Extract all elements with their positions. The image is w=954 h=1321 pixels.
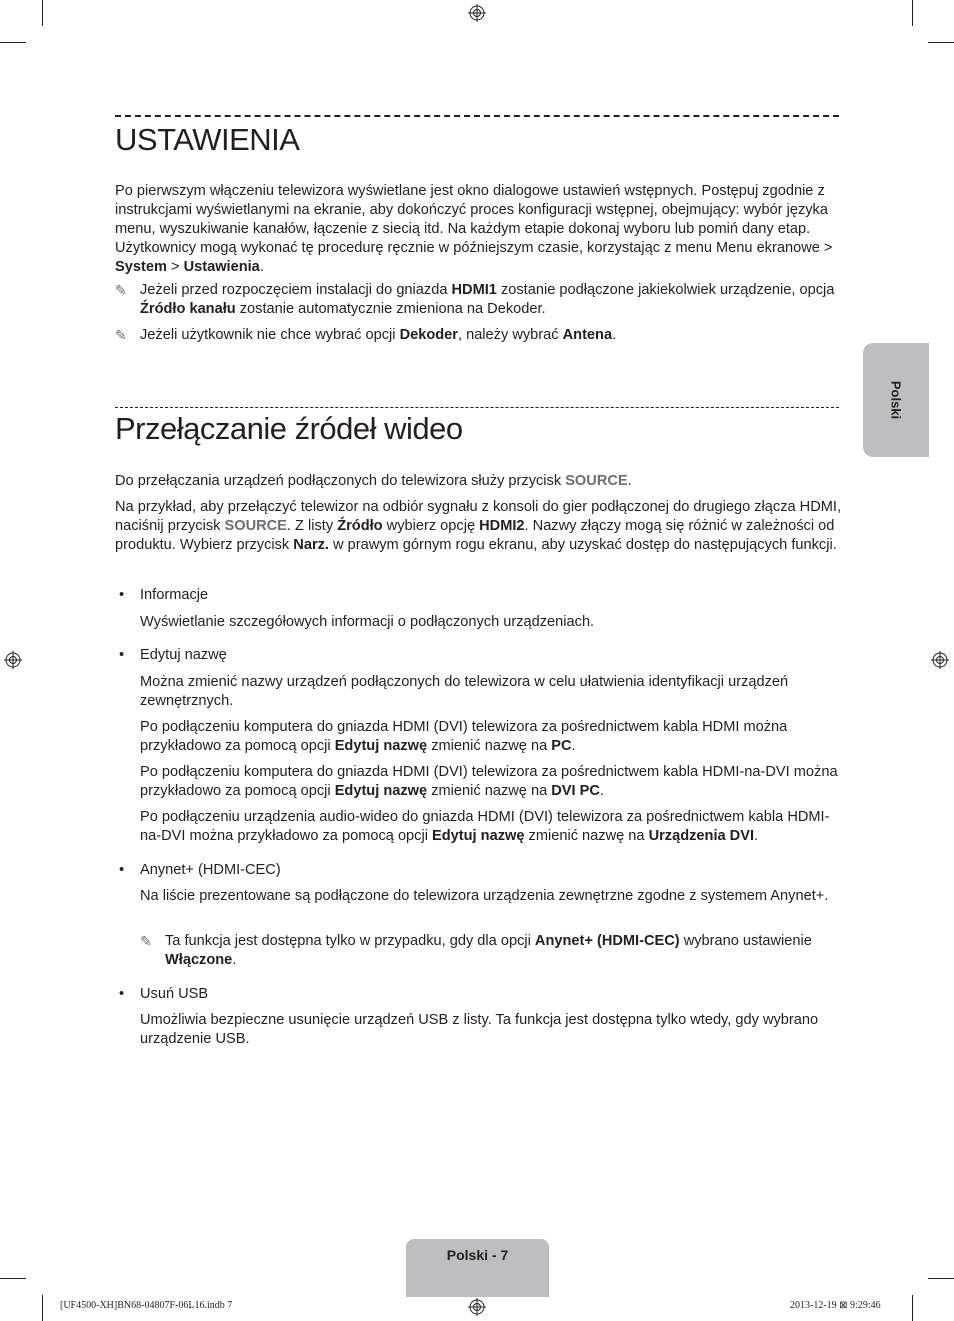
bullet-informacje: • Informacje [119,587,209,603]
bullet-edytuj-nazwe: • Edytuj nazwę [119,647,227,663]
note-dekoder: ✎ Jeżeli użytkownik nie chce wybrać opcji Dekoder, należy wybrać Antena. [115,327,617,343]
bullet-usun-usb: • Usuń USB [119,986,209,1002]
anynet-note: ✎ Ta funkcja jest dostępna tylko w przypadku, gdy dla opcji Anynet+ (HDMI-CEC) wybrano ustawienie Włączone. [140,933,812,968]
rename-text-2: Po podłączeniu komputera do gniazda HDMI (DVI) telewizora za pośrednictwem kabla HDMI można przykładowo za pomocą opcji Edytuj nazwę zmienić nazwę na PC. [140,719,788,754]
bullet-informacje-text: Wyświetlanie szczegółowych informacji o podłączonych urządzeniach. [140,614,595,630]
crop-mark [0,42,26,43]
section-title-ustawienia: USTAWIENIA [115,122,300,157]
page-number-label: Polski - 7 [446,1247,509,1263]
source-key-label: SOURCE [224,518,287,534]
rename-text-4: Po podłączeniu urządzenia audio-wideo do gniazda HDMI (DVI) telewizora za pośrednictwem kabla HDMI-na-DVI można przykładowo za pomocą opcji Edytuj nazwę zmienić nazwę na Urządzenia DVI. [140,809,830,844]
crop-mark [0,1278,26,1279]
registration-mark-icon [468,4,486,22]
pencil-note-icon: ✎ [115,327,127,343]
source-key-label: SOURCE [565,473,628,489]
anynet-text: Na liście prezentowane są podłączone do telewizora urządzenia zewnętrzne zgodne z systemem Anynet+. [140,888,829,904]
registration-mark-icon [931,651,949,669]
rename-text-1: Można zmienić nazwy urządzeń podłączonych do telewizora w celu ułatwienia identyfikacji urządzeń zewnętrznych. [140,674,789,709]
crop-mark [42,0,43,26]
pencil-note-icon: ✎ [115,282,127,298]
pencil-note-icon: ✎ [140,933,152,949]
bullet-anynet: • Anynet+ (HDMI-CEC) [119,862,281,878]
rename-text-3: Po podłączeniu komputera do gniazda HDMI (DVI) telewizora za pośrednictwem kabla HDMI-na-DVI można przykładowo za pomocą opcji Edytuj nazwę zmienić nazwę na DVI PC. [140,764,838,799]
crop-mark [928,1278,954,1279]
language-side-tab [863,343,929,457]
print-imprint-timestamp: 2013-12-19 ⊠ 9:29:46 [790,1300,881,1311]
crop-mark [912,0,913,26]
section-title-source-switching: Przełączanie źródeł wideo [115,411,463,446]
page-number-tab [406,1239,549,1297]
source-paragraph: Do przełączania urządzeń podłączonych do telewizora służy przycisk SOURCE. [115,473,632,489]
usb-text: Umożliwia bezpieczne usunięcie urządzeń USB z listy. Ta funkcja jest dostępna tylko wtedy, gdy wybrano urządzenie USB. [140,1012,819,1047]
registration-mark-icon [468,1298,486,1316]
print-imprint-file: [UF4500-XH]BN68-04807F-06L16.indb 7 [60,1300,233,1311]
language-side-tab-label: Polski [888,380,904,420]
section-divider [115,407,839,408]
crop-mark [928,42,954,43]
crop-mark [912,1295,913,1321]
bullet-dot-icon: • [119,862,125,878]
crop-mark [42,1295,43,1321]
example-paragraph: Na przykład, aby przełączyć telewizor na odbiór sygnału z konsoli do gier podłączonej do drugiego złącza HDMI, naciśnij przycisk SOURCE. Z listy Źródło wybierz opcję HDMI2. Nazwy złączy mogą się różnić w zależności od produktu. Wybierz przycisk Narz. w prawym górnym rogu ekranu, aby uzyskać dostęp do następujących funkcji. [115,499,842,553]
bullet-dot-icon: • [119,647,125,663]
setup-intro-paragraph: Po pierwszym włączeniu telewizora wyświetlane jest okno dialogowe ustawień wstępnych. Postępuj zgodnie z instrukcjami wyświetlanymi na ekranie, aby dokończyć proces konfiguracji wstępnej, obejmujący: wybór języka menu, wyszukiwanie kanałów, łączenie z siecią itd. Na każdym etapie dokonaj wyboru lub pomiń dany etap. Użytkownicy mogą wykonać tę procedurę ręcznie w późniejszym czasie, korzystając z menu Menu ekranowe > System > Ustawienia. [115,183,833,275]
note-hdmi1: ✎ Jeżeli przed rozpoczęciem instalacji do gniazda HDMI1 zostanie podłączone jakiekolwiek urządzenie, opcja Źródło kanału zostanie automatycznie zmieniona na Dekoder. [115,282,835,317]
registration-mark-icon [4,651,22,669]
menu-path-system: System [115,259,167,275]
bullet-dot-icon: • [119,587,125,603]
menu-path-ustawienia: Ustawienia [183,259,260,275]
section-divider [115,115,839,117]
bullet-dot-icon: • [119,986,125,1002]
